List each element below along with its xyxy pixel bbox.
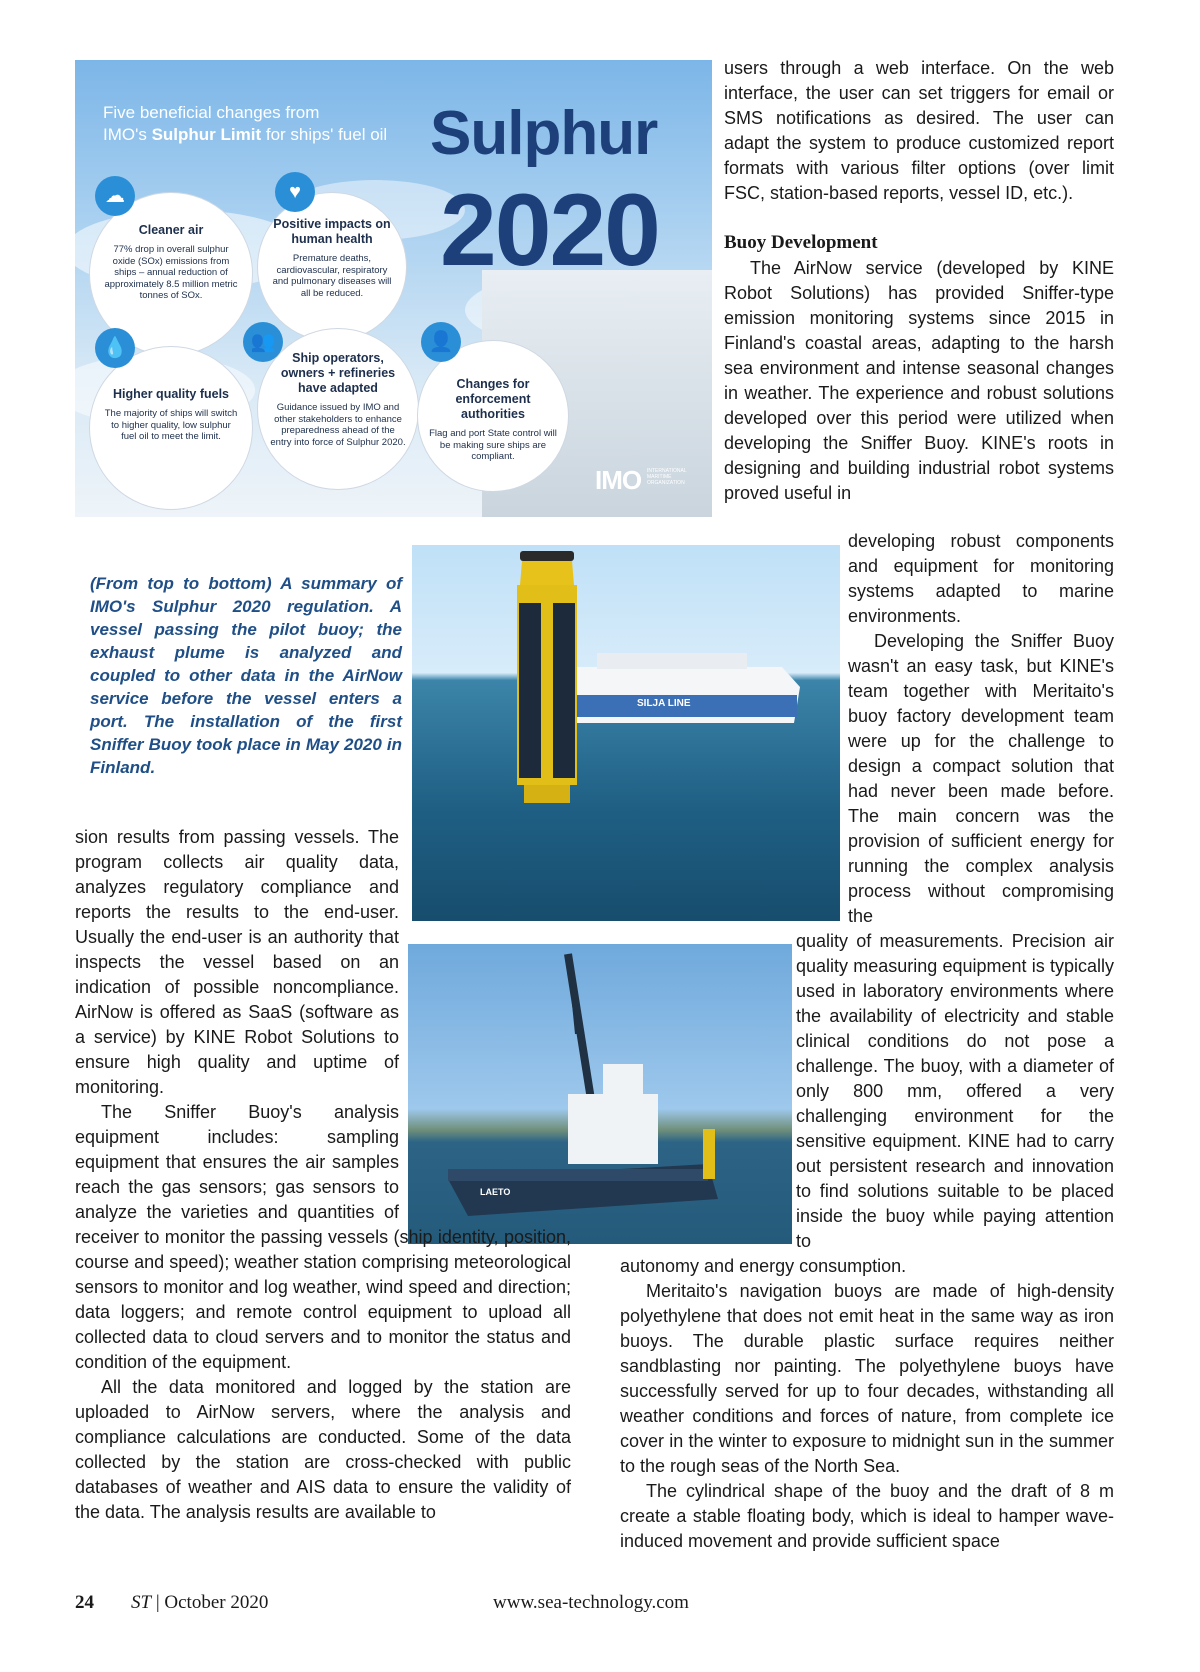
body-paragraph: All the data monitored and logged by the station are uploaded to AirNow servers, where the analysis and compliance calculations are conducted. Some of the data collected by the station are cross-checked with public databases of weather and AIS data to ensure the validity of the data. The analysis results are available to bbox=[75, 1377, 571, 1522]
vessel-name: LAETO bbox=[480, 1187, 511, 1197]
lungs-icon: ♥ bbox=[275, 172, 315, 212]
page-footer bbox=[75, 1592, 1115, 1618]
right-column-top bbox=[724, 56, 1114, 506]
photo-sniffer-buoy-and-ferry bbox=[412, 545, 840, 921]
people-icon: 👥 bbox=[243, 322, 283, 362]
right-column-wrap-1 bbox=[848, 529, 1114, 929]
bubble-human-health: Positive impacts on human health Premature deaths, cardiovascular, respiratory and pulmonary diseases will all be reduced. bbox=[257, 192, 407, 342]
fuel-drop-icon: 💧 bbox=[95, 328, 135, 368]
photo-installation-vessel bbox=[408, 944, 792, 1244]
body-paragraph: The AirNow service (developed by KINE Robot Solutions) has provided Sniffer-type emission monitoring systems since 2015 in Finland's coastal areas, adapting to the harsh sea environment and intense seasonal changes in weather. The experience and robust solutions developed over this period were utilized when developing the Sniffer Buoy. KINE's roots in designing and building industrial robot systems proved useful in bbox=[724, 258, 1114, 503]
page-number: 24 bbox=[75, 1592, 94, 1613]
ferry-name: SILJA LINE bbox=[637, 698, 691, 709]
cloud-icon: ☁ bbox=[95, 176, 135, 216]
body-paragraph: Developing the Sniffer Buoy wasn't an easy task, but KINE's team together with Meritaito's buoy factory development team were up for the challenge to design a compact solution that had never been made before. The main concern was the provision of sufficient energy for running the complex analysis process without compromising the bbox=[848, 631, 1114, 926]
bubble-enforcement: Changes for enforcement authorities Flag and port State control will be making sure ships are compliant. bbox=[417, 340, 569, 492]
imo-logo: IMO bbox=[595, 465, 642, 495]
left-column-middle bbox=[75, 1100, 399, 1225]
body-paragraph: The cylindrical shape of the buoy and the draft of 8 m create a stable floating body, which is ideal to hamper wave-induced movement and provide sufficient space bbox=[620, 1481, 1114, 1551]
photo-caption: (From top to bottom) A summary of IMO's Sulphur 2020 regulation. A vessel passing the pilot buoy; the exhaust plume is analyzed and coupled to other data in the AirNow service before the vessel enters a port. The installation of the first Sniffer Buoy took place in May 2020 in Finland. bbox=[90, 574, 402, 777]
body-paragraph: users through a web interface. On the web interface, the user can set triggers for email or SMS notifications as desired. The user can adapt the system to produce customized report formats with various filter options (over limit FSC, station-based reports, vessel ID, etc.). bbox=[724, 58, 1114, 203]
vessel-scene-illustration bbox=[408, 944, 792, 1244]
body-paragraph: Meritaito's navigation buoys are made of high-density polyethylene that does not emit heat in the same way as iron buoys. The durable plastic surface requires neither sandblasting nor painting. The polyethylene buoys have successfully served for up to four decades, withstanding all weather conditions and forces of nature, from complete ice cover in the winter to exposure to midnight sun in the summer to the rough seas of the North Sea. bbox=[620, 1281, 1114, 1476]
infographic-intro: Five beneficial changes from IMO's Sulphur Limit for ships' fuel oil bbox=[103, 103, 388, 144]
body-paragraph: sion results from passing vessels. The program collects air quality data, analyzes regulatory compliance and reports the results to the end-user. Usually the end-user is an authority that inspects the vessel based on an indication of possible noncompliance. AirNow is offered as SaaS (software as a service) by KINE Robot Solutions to ensure high quality and uptime of monitoring. bbox=[75, 827, 399, 1097]
issue-date: | October 2020 bbox=[151, 1592, 269, 1613]
infographic-title: Sulphur bbox=[430, 99, 658, 168]
left-column-bottom bbox=[75, 1225, 571, 1525]
imo-logo-subtitle: INTERNATIONAL MARITIME ORGANIZATION bbox=[647, 468, 687, 486]
inspector-icon: 👤 bbox=[421, 322, 461, 362]
buoy-scene-illustration bbox=[412, 545, 840, 921]
left-column-top bbox=[75, 825, 399, 1100]
bubble-ship-operators: Ship operators, owners + refineries have adapted Guidance issued by IMO and other stakeholders to enhance preparedness ahead of the entry into force of Sulphur 2020. bbox=[257, 328, 419, 490]
body-paragraph: receiver to monitor the passing vessels (ship identity, position, course and speed); weather station comprising meteorological sensors to monitor and log weather, wind speed and direction; data loggers; and remote control equipment to upload all collected data to cloud servers and to monitor the status and condition of the equipment. bbox=[75, 1227, 571, 1372]
section-heading: Buoy Development bbox=[724, 232, 878, 253]
body-paragraph: autonomy and energy consumption. bbox=[620, 1256, 907, 1276]
infographic-year: 2020 bbox=[440, 173, 659, 287]
body-paragraph: The Sniffer Buoy's analysis equipment includes: sampling equipment that ensures the air samples reach the gas sensors; gas sensors to analyze the varieties and quantities of bbox=[75, 1102, 399, 1222]
right-column-bottom bbox=[620, 1254, 1114, 1554]
issue-info bbox=[131, 1592, 268, 1614]
bubble-quality-fuels: Higher quality fuels The majority of ships will switch to higher quality, low sulphur fuel oil to meet the limit. bbox=[89, 346, 253, 510]
right-column-wrap-2 bbox=[796, 929, 1114, 1254]
body-paragraph: developing robust components and equipment for monitoring systems adapted to marine environments. bbox=[848, 531, 1114, 626]
bubble-cleaner-air: Cleaner air 77% drop in overall sulphur oxide (SOx) emissions from ships – annual reduction of approximately 8.5 million metric tonnes of SOx. bbox=[89, 192, 253, 356]
website-url: www.sea-technology.com bbox=[493, 1592, 689, 1613]
sulphur-2020-infographic bbox=[75, 60, 712, 517]
magazine-name: ST bbox=[131, 1592, 152, 1613]
body-paragraph: quality of measurements. Precision air quality measuring equipment is typically used in laboratory environments where the availability of electricity and stable clinical conditions do not pose a challenge. The buoy, with a diameter of only 800 mm, offered a very challenging environment for the sensitive equipment. KINE had to carry out persistent research and innovation to find solutions suitable to be placed inside the buoy while paying attention to bbox=[796, 931, 1114, 1251]
